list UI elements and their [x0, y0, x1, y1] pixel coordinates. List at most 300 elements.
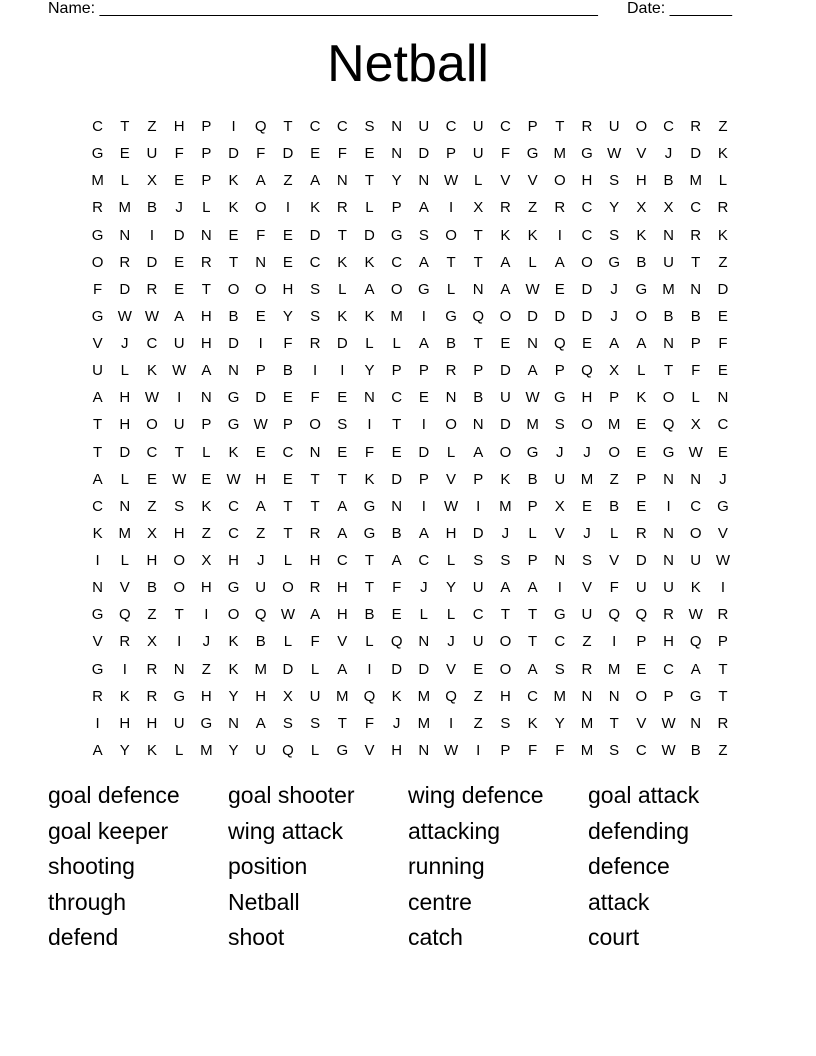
grid-letter: T	[446, 253, 456, 271]
grid-letter: O	[499, 443, 512, 461]
grid-letter: W	[443, 741, 459, 759]
grid-letter: R	[92, 687, 104, 705]
grid-letter: H	[635, 172, 647, 190]
word-list-item: catch	[408, 924, 463, 950]
grid-letter: A	[255, 714, 266, 732]
grid-letter: O	[445, 416, 457, 434]
grid-letter: L	[283, 633, 293, 651]
grid-letter: C	[228, 524, 239, 542]
grid-letter: C	[391, 253, 403, 271]
grid-letter: Q	[472, 307, 485, 325]
grid-letter: S	[500, 714, 511, 732]
word-list-item: goal attack	[588, 782, 700, 808]
grid-letter: C	[336, 118, 348, 136]
grid-letter: Q	[282, 741, 294, 759]
grid-letter: T	[283, 118, 293, 136]
grid-letter: C	[146, 443, 158, 461]
grid-letter: A	[337, 660, 348, 678]
grid-letter: H	[499, 687, 511, 705]
grid-letter: N	[200, 389, 212, 407]
grid-letter: Q	[254, 606, 267, 624]
grid-letter: R	[200, 253, 212, 271]
grid-letter: D	[581, 280, 593, 298]
grid-letter: Z	[609, 470, 619, 488]
grid-letter: B	[663, 172, 674, 190]
grid-letter: O	[282, 579, 294, 597]
grid-letter: U	[255, 741, 267, 759]
grid-letter: N	[690, 280, 702, 298]
grid-letter: G	[91, 307, 104, 325]
grid-letter: G	[91, 606, 104, 624]
grid-letter: O	[581, 416, 593, 434]
grid-letter: U	[173, 335, 185, 353]
grid-letter: Z	[147, 118, 157, 136]
grid-letter: K	[636, 389, 647, 407]
grid-letter: C	[663, 118, 674, 136]
word-list-item: goal defence	[48, 782, 180, 808]
grid-letter: U	[690, 552, 702, 570]
grid-letter: N	[92, 579, 104, 597]
grid-letter: E	[636, 497, 647, 515]
grid-letter: Y	[391, 172, 402, 190]
grid-letter: C	[663, 660, 674, 678]
grid-letter: I	[313, 362, 318, 380]
grid-letter: O	[227, 606, 240, 624]
grid-letter: B	[473, 389, 484, 407]
grid-letter: E	[174, 172, 185, 190]
grid-letter: T	[337, 714, 347, 732]
grid-letter: W	[172, 362, 187, 380]
grid-letter: Y	[119, 741, 130, 759]
grid-letter: U	[472, 579, 484, 597]
grid-letter: K	[364, 253, 375, 271]
grid-letter: M	[254, 660, 267, 678]
grid-letter: K	[201, 497, 212, 515]
grid-letter: M	[417, 714, 431, 732]
grid-letter: I	[720, 579, 725, 597]
grid-letter: V	[717, 524, 728, 542]
grid-letter: K	[717, 226, 728, 244]
grid-letter: I	[448, 714, 454, 732]
grid-letter: X	[473, 199, 484, 217]
grid-letter: M	[553, 145, 567, 163]
grid-letter: P	[636, 633, 647, 651]
grid-letter: B	[446, 335, 457, 353]
grid-letter: K	[527, 226, 538, 244]
grid-letter: K	[146, 362, 157, 380]
grid-letter: N	[173, 660, 185, 678]
word-list-item: goal shooter	[228, 782, 355, 808]
grid-letter: O	[227, 280, 240, 298]
grid-letter: L	[528, 253, 537, 271]
grid-letter: N	[608, 687, 620, 705]
grid-letter: P	[201, 416, 212, 434]
grid-letter: F	[609, 579, 619, 597]
grid-letter: O	[608, 443, 620, 461]
grid-letter: G	[662, 443, 675, 461]
grid-letter: G	[227, 416, 240, 434]
grid-letter: E	[581, 335, 592, 353]
grid-letter: O	[635, 687, 648, 705]
grid-letter: A	[201, 362, 212, 380]
grid-letter: N	[663, 470, 674, 488]
grid-letter: N	[690, 470, 702, 488]
grid-letter: R	[119, 253, 131, 271]
grid-letter: N	[717, 389, 729, 407]
grid-letter: V	[581, 579, 592, 597]
grid-letter: K	[228, 199, 239, 217]
grid-letter: G	[526, 443, 539, 461]
grid-letter: T	[718, 660, 728, 678]
grid-letter: A	[418, 253, 429, 271]
grid-letter: B	[146, 199, 157, 217]
grid-letter: E	[174, 253, 185, 271]
grid-letter: H	[200, 307, 212, 325]
grid-letter: P	[500, 741, 511, 759]
grid-letter: W	[661, 741, 676, 759]
grid-letter: E	[717, 443, 728, 461]
grid-letter: O	[635, 307, 648, 325]
grid-letter: L	[691, 389, 700, 407]
grid-letter: X	[663, 199, 674, 217]
grid-letter: A	[255, 497, 266, 515]
grid-letter: C	[635, 741, 647, 759]
grid-letter: K	[364, 470, 375, 488]
grid-letter: M	[580, 714, 594, 732]
grid-letter: I	[612, 633, 617, 651]
grid-letter: A	[418, 199, 429, 217]
grid-letter: K	[310, 199, 321, 217]
grid-letter: L	[283, 552, 293, 570]
grid-letter: A	[473, 443, 484, 461]
grid-letter: V	[119, 579, 130, 597]
grid-letter: H	[173, 118, 185, 136]
grid-letter: M	[390, 307, 403, 325]
grid-letter: E	[473, 660, 484, 678]
grid-letter: K	[364, 307, 375, 325]
word-list-item: Netball	[228, 888, 300, 915]
grid-letter: U	[663, 579, 674, 597]
grid-letter: P	[418, 470, 429, 488]
grid-letter: L	[446, 606, 456, 624]
grid-letter: I	[177, 633, 182, 651]
grid-letter: O	[254, 280, 267, 298]
grid-letter: U	[635, 579, 647, 597]
grid-letter: J	[719, 470, 727, 488]
grid-letter: W	[117, 307, 132, 325]
grid-letter: X	[201, 552, 212, 570]
grid-letter: Z	[283, 172, 293, 190]
grid-letter: J	[610, 280, 618, 298]
grid-letter: T	[500, 606, 510, 624]
grid-letter: S	[364, 118, 375, 136]
grid-letter: L	[120, 470, 129, 488]
grid-letter: N	[418, 633, 430, 651]
grid-letter: D	[391, 660, 403, 678]
grid-letter: B	[228, 307, 239, 325]
grid-letter: G	[581, 145, 593, 163]
grid-letter: O	[445, 226, 457, 244]
grid-letter: N	[336, 172, 348, 190]
grid-letter: E	[310, 145, 321, 163]
grid-letter: A	[527, 579, 538, 597]
grid-letter: A	[174, 307, 185, 325]
word-list-item: wing defence	[408, 782, 544, 808]
grid-letter: H	[119, 416, 131, 434]
grid-letter: Y	[554, 714, 565, 732]
grid-letter: N	[663, 335, 674, 353]
grid-letter: M	[417, 687, 431, 705]
grid-letter: P	[527, 552, 538, 570]
grid-letter: J	[501, 524, 510, 542]
grid-letter: K	[337, 253, 348, 271]
grid-letter: G	[227, 389, 240, 407]
grid-letter: N	[418, 172, 430, 190]
grid-letter: W	[688, 606, 703, 624]
grid-letter: U	[581, 606, 593, 624]
grid-letter: I	[204, 606, 209, 624]
grid-letter: L	[338, 280, 347, 298]
grid-letter: F	[718, 335, 728, 353]
grid-letter: F	[500, 145, 510, 163]
grid-letter: T	[718, 687, 728, 705]
grid-letter: E	[255, 307, 266, 325]
grid-letter: J	[664, 145, 673, 163]
grid-letter: Y	[609, 199, 620, 217]
grid-letter: A	[527, 362, 538, 380]
grid-letter: R	[309, 335, 321, 353]
grid-letter: G	[689, 687, 702, 705]
grid-letter: V	[337, 633, 348, 651]
word-list-item: position	[228, 853, 308, 879]
grid-letter: E	[337, 389, 348, 407]
grid-letter: I	[557, 226, 562, 244]
grid-letter: N	[119, 497, 131, 515]
word-list-item: through	[48, 888, 127, 915]
grid-letter: E	[717, 362, 728, 380]
grid-letter: C	[527, 687, 539, 705]
grid-letter: D	[690, 145, 702, 163]
grid-letter: W	[525, 389, 540, 407]
grid-letter: D	[119, 443, 131, 461]
grid-letter: W	[525, 280, 540, 298]
grid-letter: C	[717, 416, 729, 434]
grid-letter: S	[310, 280, 321, 298]
grid-letter: B	[690, 307, 701, 325]
grid-letter: A	[418, 524, 429, 542]
grid-letter: C	[418, 552, 430, 570]
grid-letter: L	[718, 172, 728, 190]
grid-letter: D	[418, 145, 430, 163]
grid-letter: O	[635, 118, 648, 136]
grid-letter: H	[309, 552, 321, 570]
grid-letter: G	[553, 389, 566, 407]
grid-letter: B	[663, 307, 674, 325]
grid-letter: G	[200, 714, 213, 732]
grid-letter: H	[119, 389, 131, 407]
grid-letter: Z	[147, 606, 157, 624]
grid-letter: E	[364, 145, 375, 163]
grid-letter: R	[119, 633, 131, 651]
grid-letter: U	[418, 118, 430, 136]
grid-letter: T	[364, 172, 375, 190]
grid-letter: F	[364, 443, 375, 461]
grid-letter: P	[527, 497, 538, 515]
grid-letter: O	[499, 633, 512, 651]
grid-letter: C	[309, 253, 321, 271]
grid-letter: A	[92, 470, 103, 488]
grid-letter: Z	[718, 118, 728, 136]
grid-letter: D	[418, 443, 430, 461]
grid-letter: S	[282, 714, 293, 732]
grid-letter: J	[583, 443, 591, 461]
grid-letter: E	[119, 145, 130, 163]
grid-letter: K	[500, 226, 511, 244]
word-list-item: court	[588, 924, 640, 950]
grid-letter: T	[310, 497, 320, 515]
grid-letter: L	[174, 741, 184, 759]
grid-letter: N	[554, 552, 566, 570]
grid-letter: Z	[582, 633, 592, 651]
grid-letter: N	[663, 552, 674, 570]
grid-letter: D	[391, 470, 403, 488]
grid-letter: T	[473, 253, 483, 271]
grid-letter: I	[476, 741, 481, 759]
grid-letter: D	[364, 226, 375, 244]
grid-letter: F	[256, 145, 266, 163]
grid-letter: Y	[228, 741, 239, 759]
grid-letter: N	[119, 226, 131, 244]
grid-letter: F	[555, 741, 565, 759]
grid-letter: H	[146, 552, 158, 570]
grid-letter: A	[636, 335, 647, 353]
grid-letter: N	[472, 280, 484, 298]
grid-letter: O	[173, 579, 185, 597]
grid-letter: J	[175, 199, 183, 217]
grid-letter: V	[609, 552, 620, 570]
grid-letter: X	[146, 524, 157, 542]
grid-letter: H	[200, 335, 212, 353]
grid-letter: W	[144, 389, 160, 407]
grid-letter: G	[608, 253, 620, 271]
grid-letter: S	[337, 416, 348, 434]
grid-letter: F	[691, 362, 701, 380]
grid-letter: I	[557, 579, 562, 597]
grid-letter: C	[282, 443, 294, 461]
grid-letter: T	[283, 497, 293, 515]
grid-letter: A	[554, 253, 565, 271]
grid-letter: G	[91, 660, 104, 678]
grid-letter: Y	[364, 362, 375, 380]
grid-letter: E	[636, 443, 647, 461]
grid-letter: E	[337, 443, 348, 461]
grid-letter: P	[473, 362, 484, 380]
grid-letter: E	[717, 307, 728, 325]
grid-letter: A	[310, 172, 321, 190]
grid-letter: G	[418, 280, 430, 298]
grid-letter: E	[636, 660, 647, 678]
grid-letter: C	[690, 497, 702, 515]
grid-letter: K	[690, 579, 701, 597]
grid-letter: T	[691, 253, 701, 271]
grid-letter: F	[392, 579, 402, 597]
word-list-item: defend	[48, 924, 119, 950]
grid-letter: L	[637, 362, 646, 380]
grid-letter: L	[609, 524, 619, 542]
grid-letter: R	[146, 660, 158, 678]
grid-letter: I	[149, 226, 155, 244]
grid-letter: L	[365, 335, 374, 353]
grid-letter: R	[499, 199, 511, 217]
grid-letter: N	[391, 145, 403, 163]
grid-letter: P	[690, 335, 701, 353]
grid-letter: E	[282, 389, 293, 407]
grid-letter: V	[364, 741, 375, 759]
grid-letter: P	[527, 118, 538, 136]
grid-letter: C	[92, 497, 104, 515]
grid-letter: D	[499, 416, 511, 434]
grid-letter: I	[258, 335, 263, 353]
grid-letter: S	[554, 660, 565, 678]
grid-letter: C	[581, 226, 593, 244]
grid-letter: D	[336, 335, 348, 353]
grid-letter: S	[310, 307, 321, 325]
grid-letter: U	[472, 118, 484, 136]
grid-letter: Z	[201, 660, 211, 678]
grid-letter: G	[635, 280, 648, 298]
grid-letter: B	[391, 524, 402, 542]
grid-letter: X	[554, 497, 565, 515]
grid-letter: E	[636, 416, 647, 434]
grid-letter: L	[120, 362, 129, 380]
grid-letter: H	[581, 172, 593, 190]
grid-letter: I	[95, 714, 100, 732]
grid-letter: A	[310, 606, 321, 624]
word-list-item: shooting	[48, 853, 135, 879]
grid-letter: Y	[228, 687, 239, 705]
grid-letter: J	[121, 335, 129, 353]
grid-letter: L	[446, 443, 456, 461]
grid-letter: R	[445, 362, 457, 380]
grid-letter: M	[200, 741, 213, 759]
grid-letter: I	[421, 497, 426, 515]
grid-letter: M	[336, 687, 349, 705]
grid-letter: K	[228, 660, 239, 678]
grid-letter: O	[689, 524, 702, 542]
grid-letter: G	[91, 226, 104, 244]
grid-letter: D	[717, 280, 729, 298]
grid-letter: K	[500, 470, 511, 488]
grid-letter: H	[146, 714, 158, 732]
grid-letter: M	[118, 524, 132, 542]
grid-letter: Q	[390, 633, 403, 651]
grid-letter: N	[663, 226, 674, 244]
grid-letter: G	[91, 145, 104, 163]
grid-letter: F	[256, 226, 266, 244]
grid-letter: G	[390, 226, 403, 244]
grid-letter: C	[309, 118, 321, 136]
grid-letter: N	[391, 118, 403, 136]
grid-letter: T	[663, 362, 674, 380]
grid-letter: C	[581, 199, 593, 217]
grid-letter: T	[310, 470, 320, 488]
grid-letter: E	[146, 470, 157, 488]
grid-letter: E	[391, 443, 402, 461]
grid-letter: H	[391, 741, 403, 759]
grid-letter: M	[580, 470, 594, 488]
grid-letter: X	[609, 362, 620, 380]
grid-letter: D	[527, 307, 539, 325]
